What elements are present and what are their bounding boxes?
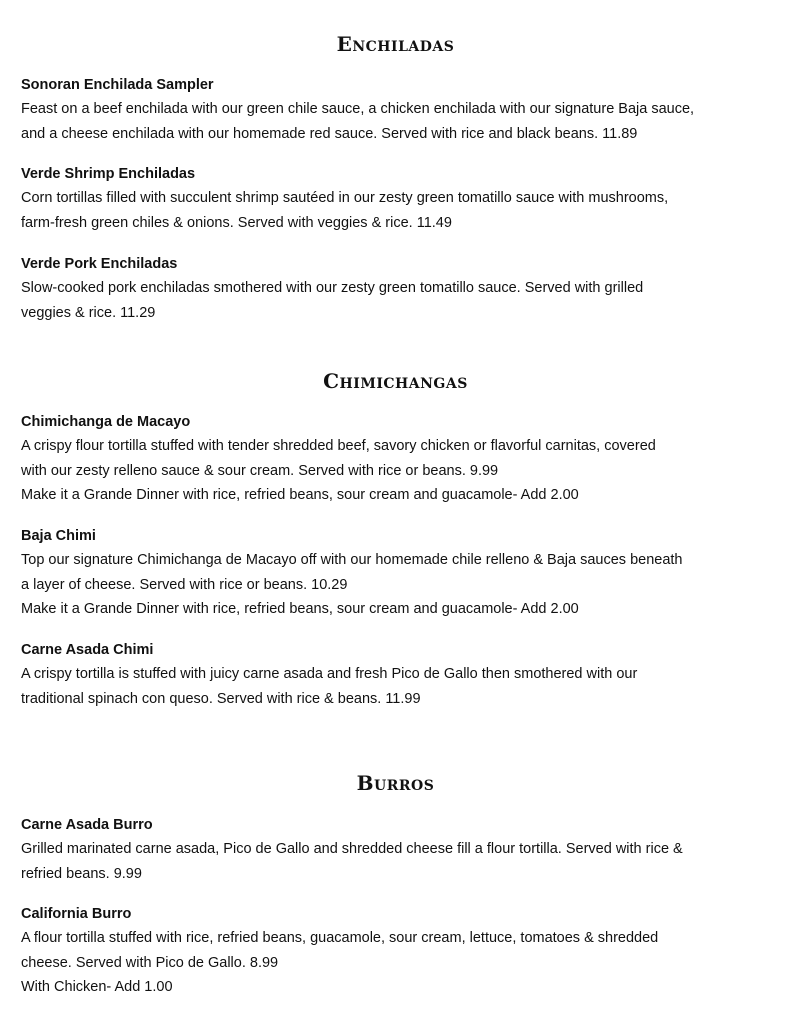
item-description-line: Feast on a beef enchilada with our green chile sauce, a chicken enchilada with our signature Baja sauce,	[21, 101, 695, 117]
item-name: Carne Asada Burro	[21, 817, 153, 833]
item-description-line: refried beans. 9.99	[21, 865, 142, 882]
section-title-chimichangas: Chimichangas	[323, 369, 468, 393]
item-name: Sonoran Enchilada Sampler	[21, 77, 214, 93]
item-description-line: A flour tortilla stuffed with rice, refried beans, guacamole, sour cream, lettuce, tomatoes & shredded	[21, 930, 659, 946]
item-description-line: farm-fresh green chiles & onions. Served with veggies & rice. 11.49	[21, 214, 452, 231]
menu-item-carne-asada-burro	[21, 813, 771, 886]
item-description-line: a layer of cheese. Served with rice or beans. 10.29	[21, 576, 348, 593]
item-name: Carne Asada Chimi	[21, 642, 154, 658]
item-description-line: Grilled marinated carne asada, Pico de Gallo and shredded cheese fill a flour tortilla. Served with rice &	[21, 841, 683, 857]
section-title-enchiladas: Enchiladas	[336, 32, 455, 56]
menu-item-baja-chimi	[21, 524, 771, 622]
menu-item-chimichanga-de-macayo	[21, 410, 771, 508]
menu-item-verde-shrimp-enchiladas	[21, 162, 771, 235]
item-description-line: traditional spinach con queso. Served with rice & beans. 11.99	[21, 690, 421, 707]
item-name: Verde Shrimp Enchiladas	[21, 166, 196, 182]
menu-item-verde-pork-enchiladas	[21, 252, 771, 325]
item-description-line: veggies & rice. 11.29	[21, 304, 156, 321]
item-name: Baja Chimi	[21, 528, 96, 544]
item-description-line: A crispy flour tortilla stuffed with tender shredded beef, savory chicken or flavorful carnitas, covered	[21, 438, 656, 454]
item-description-line: with our zesty relleno sauce & sour cream. Served with rice or beans. 9.99	[21, 462, 499, 479]
item-name: California Burro	[21, 906, 132, 922]
item-description-line: Make it a Grande Dinner with rice, refried beans, sour cream and guacamole- Add 2.00	[21, 601, 579, 617]
item-description-line: Corn tortillas filled with succulent shrimp sautéed in our zesty green tomatillo sauce with mushrooms,	[21, 190, 669, 206]
menu-item-california-burro	[21, 902, 771, 1000]
item-description-line: Make it a Grande Dinner with rice, refried beans, sour cream and guacamole- Add 2.00	[21, 487, 579, 503]
item-description-line: and a cheese enchilada with our homemade red sauce. Served with rice and black beans. 11.89	[21, 125, 638, 142]
section-title-burros: Burros	[356, 771, 435, 795]
item-description-line: cheese. Served with Pico de Gallo. 8.99	[21, 954, 279, 971]
item-description-line: With Chicken- Add 1.00	[21, 979, 173, 995]
menu-item-sonoran-enchilada-sampler	[21, 73, 771, 146]
item-name: Chimichanga de Macayo	[21, 414, 191, 430]
item-description-line: A crispy tortilla is stuffed with juicy carne asada and fresh Pico de Gallo then smothered with our	[21, 666, 638, 682]
item-name: Verde Pork Enchiladas	[21, 256, 178, 272]
menu-item-carne-asada-chimi	[21, 638, 771, 711]
item-description-line: Top our signature Chimichanga de Macayo off with our homemade chile relleno & Baja sauces beneath	[21, 552, 683, 568]
item-description-line: Slow-cooked pork enchiladas smothered with our zesty green tomatillo sauce. Served with grilled	[21, 280, 644, 296]
